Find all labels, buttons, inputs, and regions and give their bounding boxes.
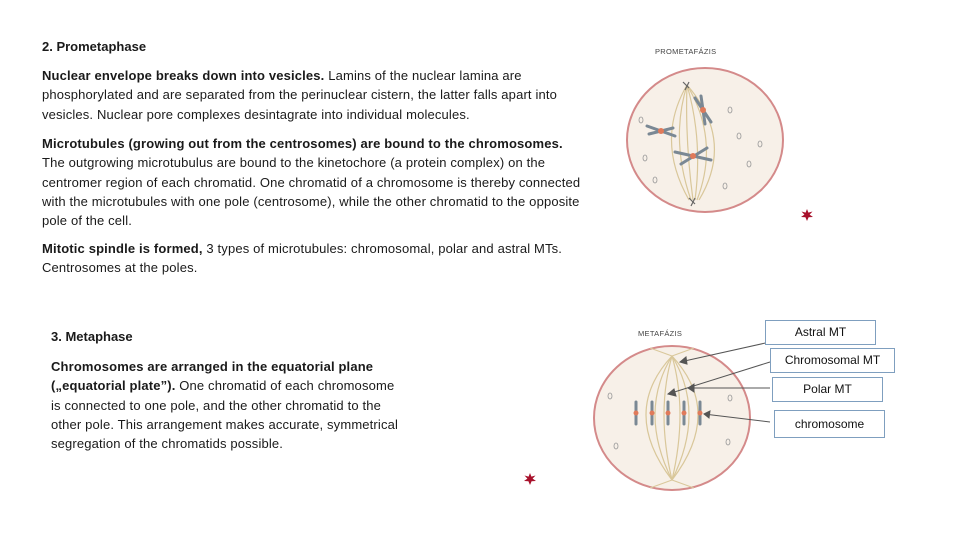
chromosome-label: chromosome [774, 410, 885, 438]
marker-star-icon [524, 473, 536, 485]
polar-mt-label: Polar MT [772, 377, 883, 402]
prometaphase-p2-text: The outgrowing microtubulus are bound to the kinetochore (a protein complex) on the centromer region of each chromatid. One chromatid of a chromosome is thereby connected with the microtubules with one pole (centrosome), while the other chromatid to the opposite pole of the cell. [42, 155, 581, 229]
metaphase-p1-text: One chromatid of each chromosome is connected to one pole, and the other chromatid to the other pole. This arrangement makes accurate, symmetrical segregation of the chromatids possible. [51, 378, 399, 452]
marker-star-icon [801, 209, 813, 221]
astral-mt-label: Astral MT [765, 320, 876, 345]
prometaphase-p3-text: 3 types of microtubules: chromosomal, polar and astral MTs. Centrosomes at the poles. [42, 241, 563, 276]
metaphase-heading: 3. Metaphase [51, 329, 133, 344]
metaphase-p1-bold: Chromosomes are arranged in the equatorial plane („equatorial plate”). [51, 359, 374, 394]
metaphase-paragraph [51, 357, 406, 453]
prometaphase-paragraph-3 [42, 239, 587, 278]
prometaphase-p2-bold: Microtubules (growing out from the centrosomes) are bound to the chromosomes. [42, 136, 563, 151]
prometaphase-cell [627, 68, 783, 212]
prometaphase-p1-bold: Nuclear envelope breaks down into vesicles. [42, 68, 325, 83]
prometaphase-p1-text: Lamins of the nuclear lamina are phosphorylated and are separated from the perinuclear cistern, the latter falls apart into vesicles. Nuclear pore complexes desintagrate into individual molecules. [42, 68, 558, 122]
chromosomal-mt-label: Chromosomal MT [770, 348, 895, 373]
prometaphase-paragraph-1 [42, 66, 587, 124]
prometaphase-paragraph-2 [42, 134, 587, 230]
prometaphase-figure [615, 40, 790, 215]
prometaphase-p3-bold: Mitotic spindle is formed, [42, 241, 203, 256]
prometaphase-heading: 2. Prometaphase [42, 39, 147, 54]
prometaphase-figure-label: PROMETAFÁZIS [655, 47, 717, 56]
metaphase-figure-label: METAFÁZIS [638, 329, 683, 338]
metaphase-cell [594, 346, 750, 490]
